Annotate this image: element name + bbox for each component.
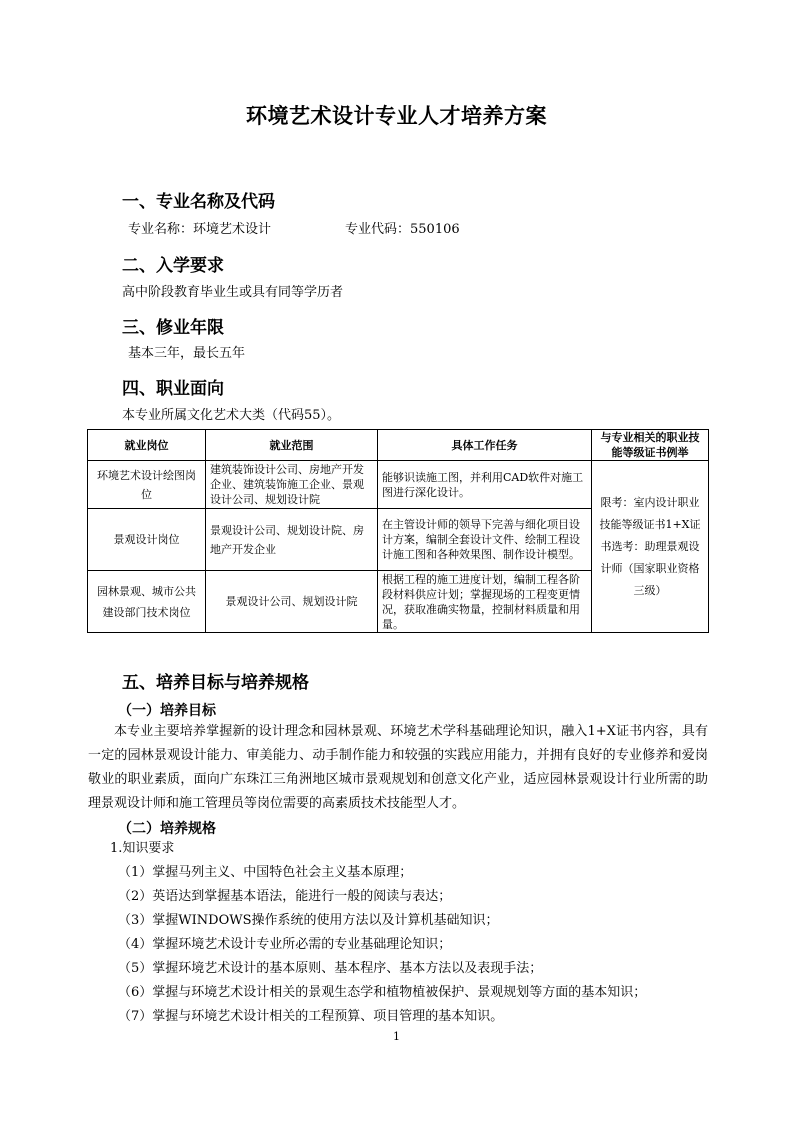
tasks-cell: 在主管设计师的领导下完善与细化项目设计方案，编制全套设计文件、绘制工程设计施工图和各种效果图、制作设计模型。 (378, 509, 592, 571)
page-number: 1 (393, 1030, 400, 1043)
certificate-text: 限考：室内设计职业技能等级证书1+X证书选考：助理景观设计师（国家职业资格三级） (599, 495, 701, 597)
career-intro: 本专业所属文化艺术大类（代码55）。 (122, 408, 341, 423)
list-item: （6）掌握与环境艺术设计相关的景观生态学和植物植被保护、景观规划等方面的基本知识； (118, 985, 647, 1000)
position-cell: 园林景观、城市公共建设部门技术岗位 (88, 571, 206, 633)
table-header-cell: 就业范围 (206, 430, 378, 461)
section-heading-objectives: 五、培养目标与培养规格 (122, 673, 309, 693)
list-item: （7）掌握与环境艺术设计相关的工程预算、项目管理的基本知识。 (118, 1009, 504, 1024)
scope-cell: 景观设计公司、规划设计院、房地产开发企业 (206, 509, 378, 571)
table-header-row (88, 430, 709, 461)
certificate-cell (592, 461, 709, 633)
scope-cell: 建筑装饰设计公司、房地产开发企业、建筑装饰施工企业、景观设计公司、规划设计院 (206, 461, 378, 509)
major-code: 专业代码：550106 (345, 222, 460, 237)
table-header-cell: 具体工作任务 (378, 430, 592, 461)
page-title: 环境艺术设计专业人才培养方案 (246, 104, 547, 128)
section-heading-duration: 三、修业年限 (122, 318, 224, 338)
section-heading-major: 一、专业名称及代码 (122, 192, 275, 212)
list-item: （2）英语达到掌握基本语法，能进行一般的阅读与表达； (118, 889, 452, 904)
list-item: （4）掌握环境艺术设计专业所必需的专业基础理论知识； (118, 937, 452, 952)
list-item: （5）掌握环境艺术设计的基本原则、基本程序、基本方法以及表现手法； (118, 961, 543, 976)
tasks-cell: 能够识读施工图，并利用CAD软件对施工图进行深化设计。 (378, 461, 592, 509)
position-cell: 景观设计岗位 (88, 509, 206, 571)
knowledge-title: 1.知识要求 (110, 841, 175, 856)
subsection-heading-spec: （二）培养规格 (118, 821, 216, 837)
goal-paragraph: 本专业主要培养掌握新的设计理念和园林景观、环境艺术学科基础理论知识，融入1+X证书内容，具有一定的园林景观设计能力、审美能力、动手制作能力和较强的实践应用能力，并拥有良好的专业修养和爱岗敬业的职业素质，面向广东珠江三角洲地区城市景观规划和创意文化产业，适应园林景观设计行业所需的助理景观设计师和施工管理员等岗位需要的高素质技术技能型人才。 (88, 724, 708, 811)
table-header-cell: 与专业相关的职业技能等级证书例举 (592, 430, 709, 461)
list-item: （3）掌握WINDOWS操作系统的使用方法以及计算机基础知识； (118, 913, 499, 928)
duration-text: 基本三年，最长五年 (128, 346, 246, 361)
scope-cell: 景观设计公司、规划设计院 (206, 571, 378, 633)
position-cell: 环境艺术设计绘图岗位 (88, 461, 206, 509)
table-row (88, 461, 709, 509)
major-name: 专业名称：环境艺术设计 (128, 222, 272, 237)
subsection-heading-goal: （一）培养目标 (118, 703, 216, 719)
list-item: （1）掌握马列主义、中国特色社会主义基本原理； (118, 865, 413, 880)
career-table (87, 429, 709, 633)
table-header-cell: 就业岗位 (88, 430, 206, 461)
tasks-cell: 根据工程的施工进度计划，编制工程各阶段材料供应计划；掌握现场的工程变更情况，获取准确实物量，控制材料质量和用量。 (378, 571, 592, 633)
admission-text: 高中阶段教育毕业生或具有同等学历者 (122, 285, 344, 300)
section-heading-admission: 二、入学要求 (122, 256, 224, 276)
section-heading-career: 四、职业面向 (122, 379, 224, 399)
